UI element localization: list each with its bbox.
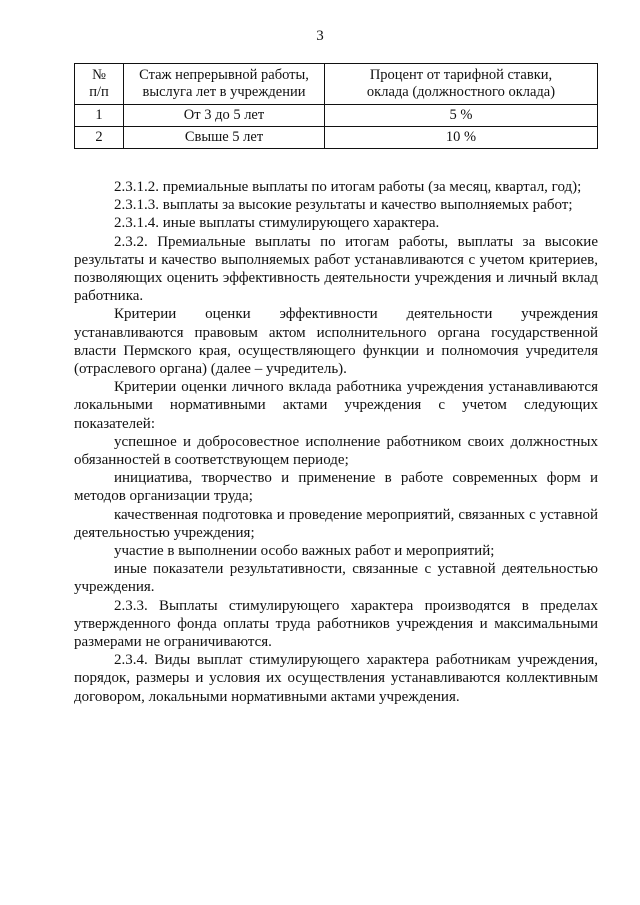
paragraph-2-3-1-2: 2.3.1.2. премиальные выплаты по итогам работы (за месяц, квартал, год); (114, 179, 582, 195)
header-percent (325, 64, 598, 105)
paragraph-personal-criteria: Критерии оценки личного вклада работника учреждения устанавливаются локальными нормативными актами учреждения с учетом следующих показателей: (74, 379, 598, 432)
paragraph-2-3-1-4: 2.3.1.4. иные выплаты стимулирующего характера. (114, 215, 440, 232)
criteria-item: успешное и добросовестное исполнение работником своих должностных обязанностей в соответствующем периоде; (74, 433, 598, 469)
table-cell-number: 2 (75, 127, 124, 149)
page-number: 3 (316, 28, 324, 44)
header-seniority-line-2: выслуга лет в учреждении (142, 84, 306, 100)
table-cell-seniority: От 3 до 5 лет (124, 105, 325, 127)
paragraph-2-3-3: 2.3.3. Выплаты стимулирующего характера производятся в пределах утвержденного фонда оплаты труда работников учреждения и максимальными размерами не ограничиваются. (74, 597, 598, 651)
table-row (75, 105, 598, 127)
criteria-item: инициатива, творчество и применение в работе современных форм и методов организации труда; (74, 470, 598, 505)
header-number-line-1: № (92, 67, 106, 83)
table-cell-number: 1 (75, 105, 124, 127)
header-number-line-2: п/п (89, 84, 109, 100)
header-percent-line-2: оклада (должностного оклада) (366, 84, 556, 100)
criteria-item: участие в выполнении особо важных работ и мероприятий; (114, 543, 495, 560)
header-seniority-line-1: Стаж непрерывной работы, (139, 67, 309, 83)
document-body (74, 178, 598, 706)
table-row (75, 127, 598, 149)
table-cell-seniority: Свыше 5 лет (124, 127, 325, 149)
table-header-row (75, 64, 598, 105)
header-seniority (124, 64, 325, 105)
table-cell-percent: 5 % (325, 105, 598, 127)
table-cell-percent: 10 % (325, 127, 598, 149)
criteria-item: иные показатели результативности, связанные с уставной деятельностью учреждения. (74, 561, 598, 596)
paragraph-institution-criteria: Критерии оценки эффективности деятельности учреждения устанавливаются правовым актом исполнительного органа государственной власти Пермского края, осуществляющего функции и полномочия учредителя (отраслевого органа) (далее – учредитель). (74, 306, 598, 378)
paragraph-2-3-4: 2.3.4. Виды выплат стимулирующего характера работникам учреждения, порядок, размеры и условия их осуществления устанавливаются коллективным договором, локальными нормативными актами учреждения. (74, 652, 598, 705)
header-number (75, 64, 124, 105)
paragraph-2-3-2: 2.3.2. Премиальные выплаты по итогам работы, выплаты за высокие результаты и качество выполняемых работ устанавливаются с учетом критериев, позволяющих оценить эффективность деятельности учреждения и личный вклад работника. (74, 233, 598, 305)
paragraph-2-3-1-3: 2.3.1.3. выплаты за высокие результаты и качество выполняемых работ; (114, 197, 573, 214)
seniority-table (74, 63, 598, 149)
criteria-item: качественная подготовка и проведение мероприятий, связанных с уставной деятельностью учреждения; (74, 506, 598, 541)
header-percent-line-1: Процент от тарифной ставки, (369, 67, 553, 83)
